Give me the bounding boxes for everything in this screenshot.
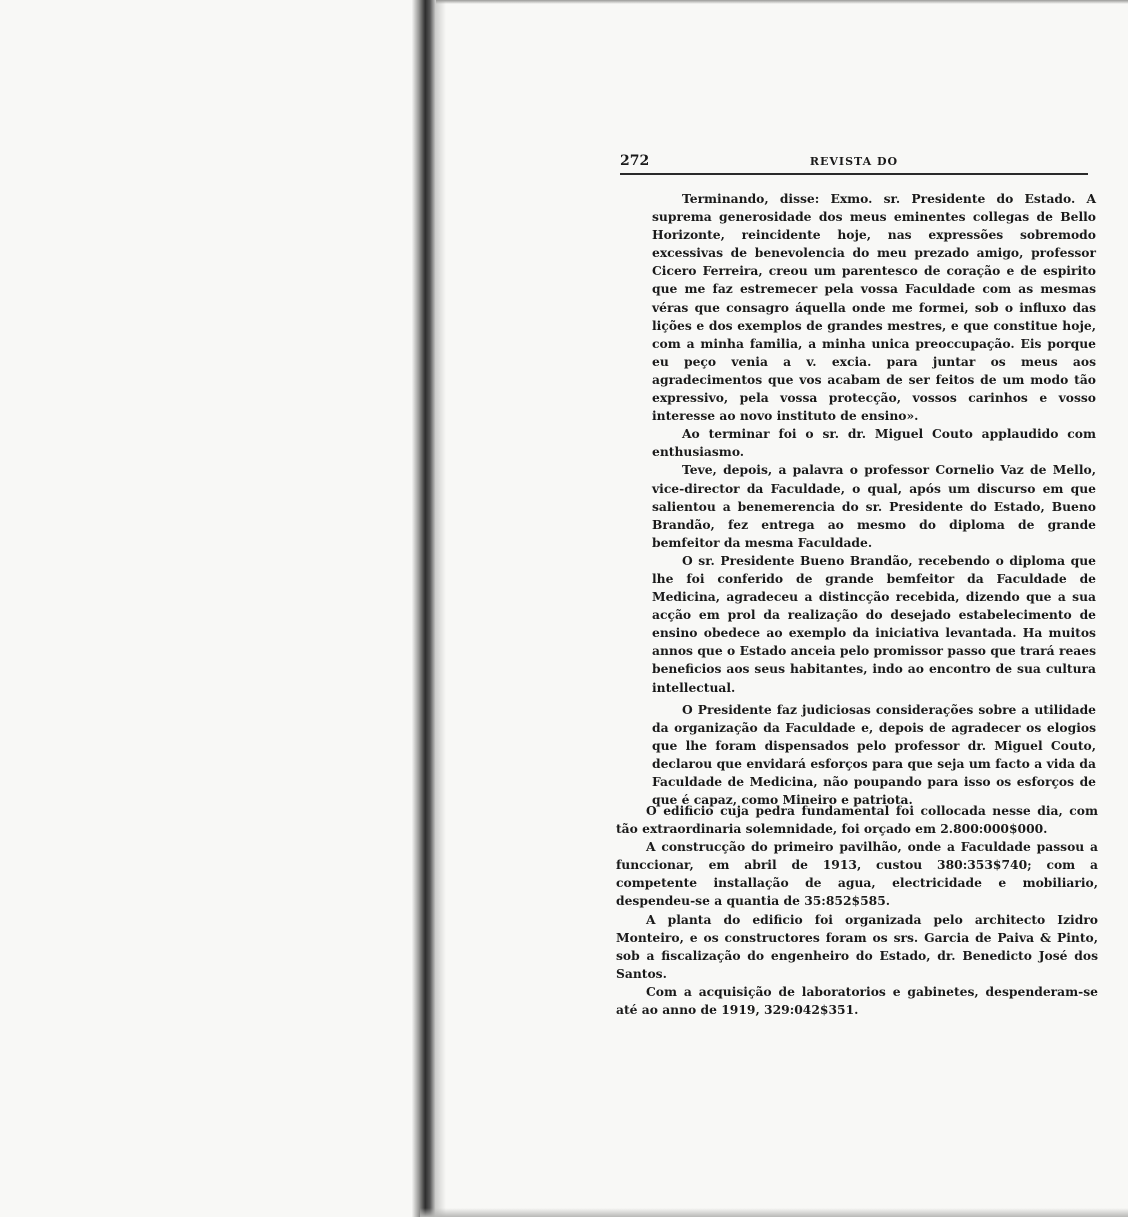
quote-paragraph: O sr. Presidente Bueno Brandão, recebendo o diploma que lhe foi conferido de grande bemfeitor da Faculdade de Medicina, agradeceu a distincção recebida, dizendo que a sua acção em prol da realização do desejado estabelecimento de ensino obedece ao exemplo da iniciativa levantada. Ha muitos annos que o Estado anceia pelo promissor passo que trará reaes beneficios aos seus habitantes, indo ao encontro de sua cultura intellectual. <box>652 552 1096 695</box>
body-paragraph: A planta do edificio foi organizada pelo architecto Izidro Monteiro, e os constructores foram os srs. Garcia de Paiva & Pinto, sob a fiscalização do engenheiro do Estado, dr. Benedicto José dos Santos. <box>616 911 1098 981</box>
page-top-edge <box>436 0 1128 4</box>
quote-paragraph: O Presidente faz judiciosas considerações sobre a utilidade da organização da Faculdade e, depois de agradecer os elogios que lhe foram dispensados pelo professor dr. Miguel Couto, declarou que envidará esforços para que seja um facto a vida da Faculdade de Medicina, não poupando para isso os esforços de que é capaz, como Mineiro e patriota. <box>652 701 1096 808</box>
main-text-block <box>616 802 1098 1019</box>
gutter-shadow <box>436 0 446 1217</box>
body-paragraph: Com a acquisição de laboratorios e gabinetes, despenderam-se até ao anno de 1919, 329:042$351. <box>616 983 1098 1018</box>
quoted-speech-block <box>652 190 1096 809</box>
page-number: 272 <box>620 153 650 169</box>
quote-paragraph: Ao terminar foi o sr. dr. Miguel Couto applaudido com enthusiasmo. <box>652 426 1096 460</box>
page-bottom-edge <box>420 1208 1128 1217</box>
body-paragraph: O edificio cuja pedra fundamental foi collocada nesse dia, com tão extraordinaria solemnidade, foi orçado em 2.800:000$000. <box>616 803 1098 837</box>
running-head: REVISTA DO <box>809 155 899 168</box>
quote-paragraph: Terminando, disse: Exmo. sr. Presidente do Estado. A suprema generosidade dos meus eminentes collegas de Bello Horizonte, reincidente hoje, nas expressões sobremodo excessivas de benevolencia do meu prezado amigo, professor Cicero Ferreira, creou um parentesco de coração e de espirito que me faz estremecer pela vossa Faculdade com as mesmas véras que consagro áquella onde me formei, sob o influxo das lições e dos exemplos de grandes mestres, e que constitue hoje, com a minha familia, a minha unica preoccupação. Eis porque eu peço venia a v. excia. para juntar os meus aos agradecimentos que vos acabam de ser feitos de um modo tão expressivo, pela vossa protecção, vossos carinhos e vosso interesse ao novo instituto de ensino». <box>652 191 1096 424</box>
page-header <box>620 153 1088 175</box>
quote-paragraph: Teve, depois, a palavra o professor Cornelio Vaz de Mello, vice-director da Faculdade, o qual, após um discurso em que salientou a benemerencia do sr. Presidente do Estado, Bueno Brandão, fez entrega ao mesmo do diploma de grande bemfeitor da mesma Faculdade. <box>652 462 1096 550</box>
book-spine-gutter <box>412 0 436 1217</box>
body-paragraph: A construcção do primeiro pavilhão, onde a Faculdade passou a funccionar, em abril de 1913, custou 380:353$740; com a competente installação de agua, electricidade e mobiliario, despendeu-se a quantia de 35:852$585. <box>616 839 1098 909</box>
